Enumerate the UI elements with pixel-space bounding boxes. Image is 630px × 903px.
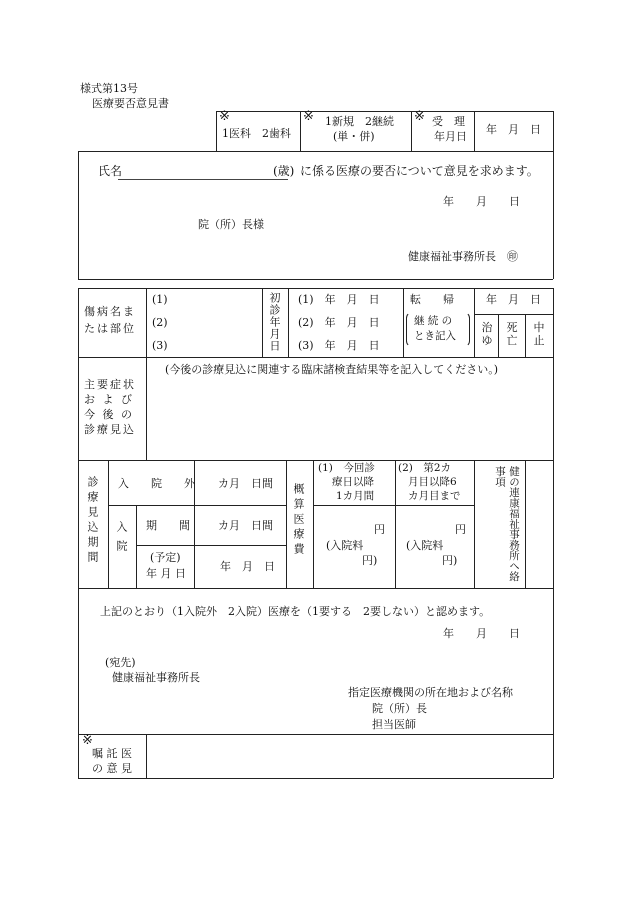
first-visit-item[interactable]: (3) 年 月 日 bbox=[298, 339, 380, 352]
director-label: 院（所）長 bbox=[372, 702, 427, 715]
disease-label: 傷病名ま bbox=[84, 305, 136, 318]
disease-label: たは部位 bbox=[84, 322, 136, 335]
outcome-option-text: ゆ bbox=[481, 333, 493, 347]
cost-col1-fee[interactable]: 円) bbox=[362, 554, 378, 567]
approval-date: 年 月 日 bbox=[443, 627, 520, 640]
cost-col1-header: 療日以降 bbox=[332, 476, 374, 488]
cost-col2-fee[interactable]: 円) bbox=[442, 554, 458, 567]
period-label: 診療見込期間 bbox=[86, 476, 99, 566]
institution-label: 指定医療機関の所在地および名称 bbox=[348, 686, 513, 699]
consult-label: 嘱 託 医 bbox=[92, 747, 132, 760]
type-options: 1新規 2継続 bbox=[325, 115, 394, 128]
cost-col2-yen[interactable]: 円 bbox=[455, 523, 466, 536]
symptoms-instruction: (今後の診療見込に関連する臨床諸検査結果等を記入してください。) bbox=[165, 363, 499, 376]
form-number: 様式第13号 bbox=[80, 82, 138, 95]
symptoms-label: お よ び bbox=[84, 393, 134, 406]
sender: 健康福祉事務所長 ㊞ bbox=[408, 250, 518, 263]
outcome-option-text: 治 bbox=[481, 321, 493, 334]
form-title: 医療要否意見書 bbox=[92, 97, 169, 110]
first-visit-item[interactable]: (1) 年 月 日 bbox=[298, 293, 380, 306]
receipt-date-label: 年月日 bbox=[434, 130, 467, 143]
inpatient-label: 入院 bbox=[115, 521, 128, 559]
outcome-option-text: 亡 bbox=[506, 333, 518, 347]
outcome-label: 転 帰 bbox=[410, 293, 454, 306]
first-visit-label: 初診年月日 bbox=[268, 292, 281, 352]
dept-options: 1医科 2歯科 bbox=[222, 127, 291, 140]
cost-col1-header: (1) 今回診 bbox=[318, 462, 375, 474]
symptoms-label: 診療見込 bbox=[84, 423, 136, 436]
approval-addressee: (宛先) bbox=[105, 656, 136, 669]
consult-label: の 意 見 bbox=[92, 762, 132, 775]
outpatient-value[interactable]: カ月 日間 bbox=[218, 477, 273, 490]
receipt-label: 受 理 bbox=[432, 115, 465, 128]
request-date: 年 月 日 bbox=[443, 195, 520, 208]
cost-col2-header: カ月目まで bbox=[408, 490, 461, 502]
approval-addressee: 健康福祉事務所長 bbox=[112, 671, 200, 684]
duration-value[interactable]: カ月 日間 bbox=[218, 519, 273, 532]
duration-label: 期 間 bbox=[146, 519, 190, 532]
planned-label: 年 月 日 bbox=[146, 567, 186, 580]
planned-label: (予定) bbox=[150, 551, 181, 564]
outcome-note: とき記入 bbox=[414, 330, 456, 342]
consult-opinion-field[interactable] bbox=[150, 740, 548, 774]
cost-col1-fee: (入院料 bbox=[326, 539, 364, 552]
mark-icon: ※ bbox=[82, 733, 93, 748]
first-visit-item[interactable]: (2) 年 月 日 bbox=[298, 316, 380, 329]
disease-item[interactable]: (3) bbox=[152, 339, 168, 352]
outcome-option-death[interactable] bbox=[502, 322, 522, 347]
cost-col2-header: (2) 第2カ bbox=[398, 462, 452, 474]
mark-icon: ※ bbox=[303, 109, 314, 124]
outcome-date-field[interactable]: 年 月 日 bbox=[486, 293, 541, 306]
cost-col2-fee: (入院料 bbox=[406, 539, 444, 552]
outcome-option-text: 死 bbox=[506, 321, 518, 334]
age-label: (歳) bbox=[273, 164, 295, 178]
mark-icon: ※ bbox=[414, 109, 425, 124]
outcome-option-text: 止 bbox=[533, 333, 545, 347]
cost-label: 概算医療費 bbox=[292, 483, 305, 558]
disease-item[interactable]: (2) bbox=[152, 316, 168, 329]
receipt-date-field[interactable]: 年 月 日 bbox=[486, 123, 541, 136]
addressee: 院（所）長様 bbox=[198, 218, 264, 231]
request-text: に係る医療の要否について意見を求めます。 bbox=[300, 164, 539, 178]
disease-item[interactable]: (1) bbox=[152, 293, 168, 306]
planned-value[interactable]: 年 月 日 bbox=[220, 560, 275, 573]
type-sub: (単・併) bbox=[333, 130, 375, 143]
doctor-label: 担当医師 bbox=[372, 718, 416, 731]
mark-icon: ※ bbox=[219, 109, 230, 124]
cost-col1-header: 1カ月間 bbox=[336, 490, 375, 502]
symptoms-label: 主要症状 bbox=[84, 378, 136, 391]
outcome-option-text: 中 bbox=[533, 321, 545, 334]
symptoms-label: 今 後 の bbox=[84, 408, 134, 421]
name-label: 氏名 bbox=[98, 164, 123, 178]
cost-col2-header: 月目以降6 bbox=[408, 476, 457, 488]
cost-col1-yen[interactable]: 円 bbox=[374, 523, 385, 536]
contact-label: 健の連康福祉事務所へ絡事項 bbox=[494, 466, 520, 582]
outcome-option-stopped[interactable] bbox=[528, 322, 550, 347]
outcome-note: 継 続 の bbox=[414, 315, 453, 327]
outcome-option-cured[interactable] bbox=[478, 322, 496, 347]
approval-text: 上記のとおり（1入院外 2入院）医療を（1要する 2要しない）と認めます。 bbox=[100, 605, 491, 618]
outpatient-label: 入 院 外 bbox=[118, 477, 195, 490]
